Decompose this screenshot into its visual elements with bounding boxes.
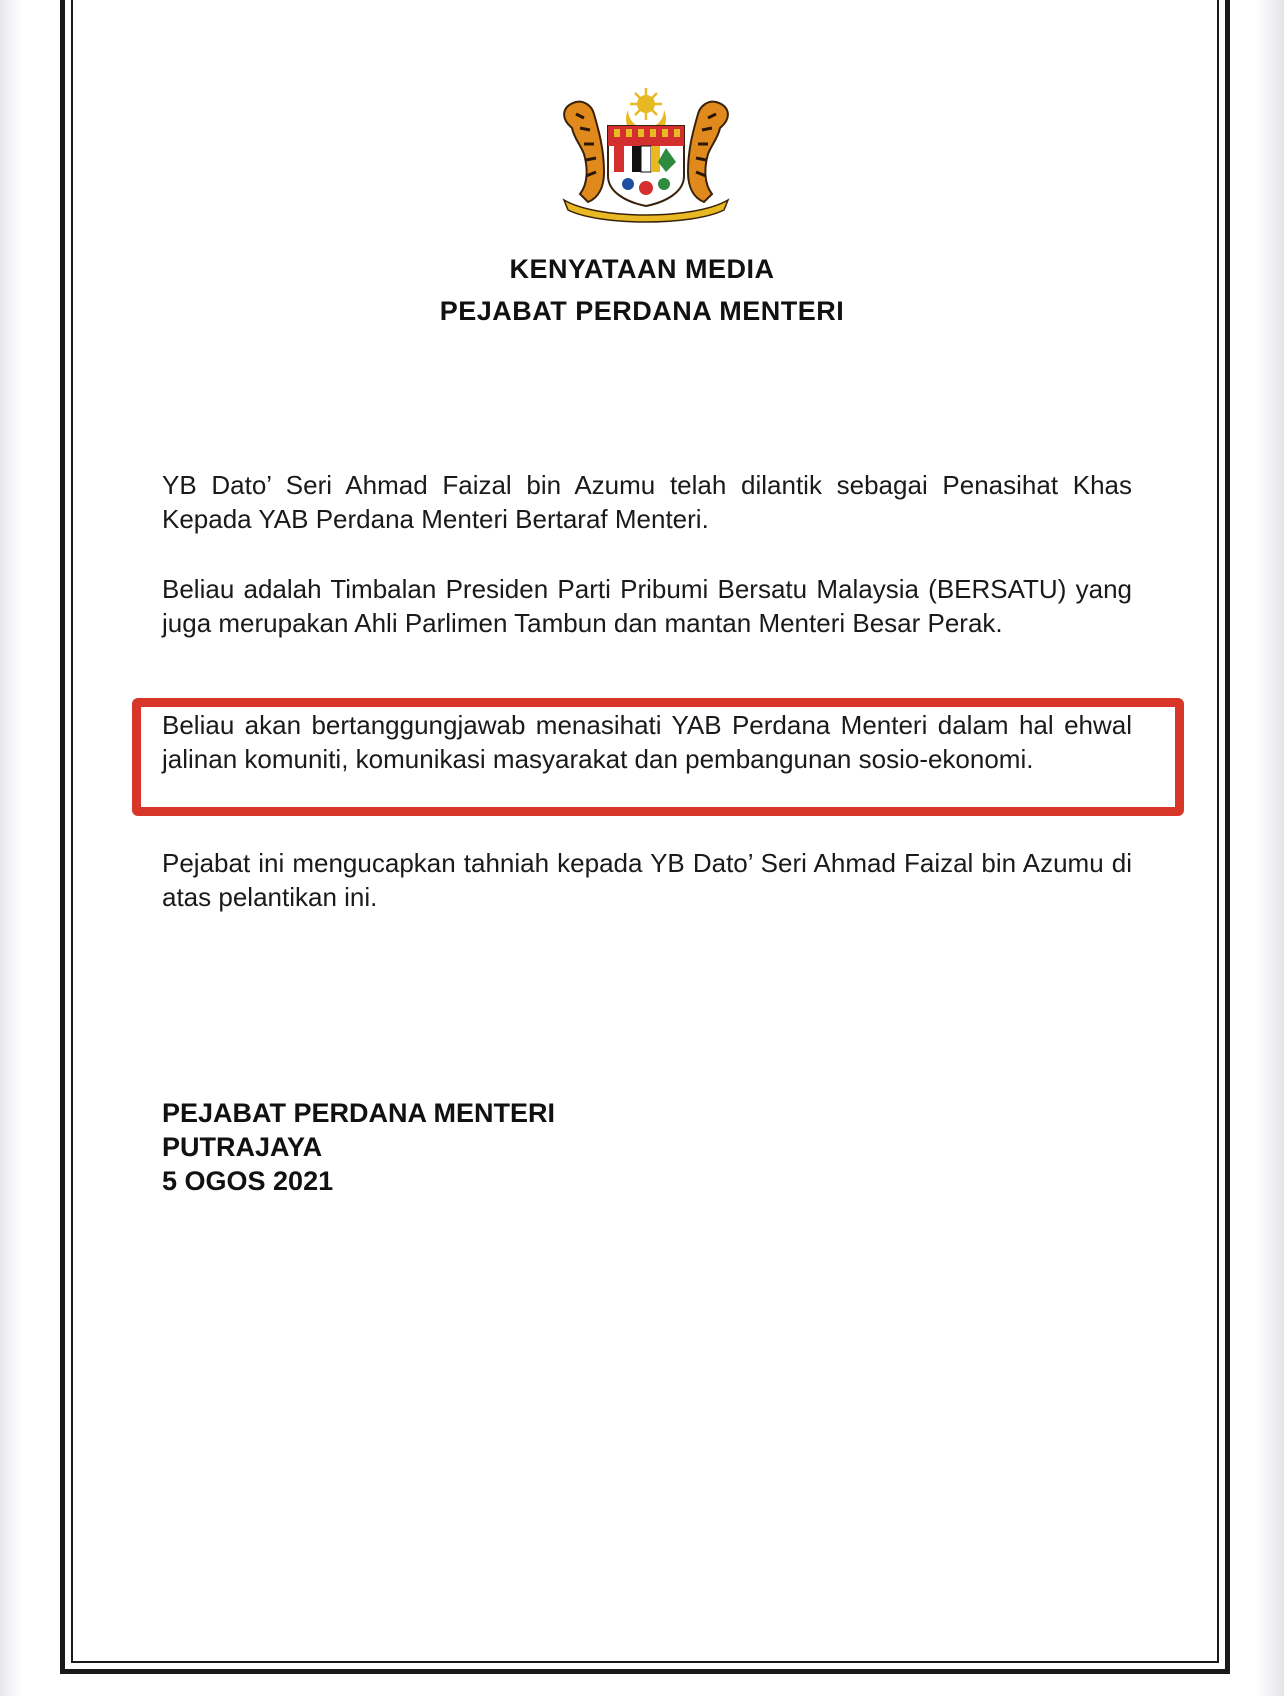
signature-date: 5 OGOS 2021 xyxy=(162,1166,334,1196)
signature-place: PUTRAJAYA xyxy=(162,1132,323,1162)
document-subtitle: PEJABAT PERDANA MENTERI xyxy=(439,296,845,326)
malaysia-coat-of-arms-icon xyxy=(558,88,734,224)
inner-border xyxy=(71,0,1219,1663)
paragraph-background: Beliau adalah Timbalan Presiden Parti Pribumi Bersatu Malaysia (BERSATU) yang juga merupakan Ahli Parlimen Tambun dan mantan Menteri Besar Perak. xyxy=(162,574,1132,638)
paragraph-congratulations: Pejabat ini mengucapkan tahniah kepada YB Dato’ Seri Ahmad Faizal bin Azumu di atas pelantikan ini. xyxy=(162,848,1132,912)
paragraph-responsibility: Beliau akan bertanggungjawab menasihati YAB Perdana Menteri dalam hal ehwal jalinan komuniti, komunikasi masyarakat dan pembangunan sosio-ekonomi. xyxy=(162,710,1132,774)
paragraph-appointment: YB Dato’ Seri Ahmad Faizal bin Azumu telah dilantik sebagai Penasihat Khas Kepada YAB Perdana Menteri Bertaraf Menteri. xyxy=(162,470,1132,534)
document-title: KENYATAAN MEDIA xyxy=(509,254,775,284)
red-highlight-box xyxy=(132,698,1184,816)
signature-office: PEJABAT PERDANA MENTERI xyxy=(162,1098,556,1128)
